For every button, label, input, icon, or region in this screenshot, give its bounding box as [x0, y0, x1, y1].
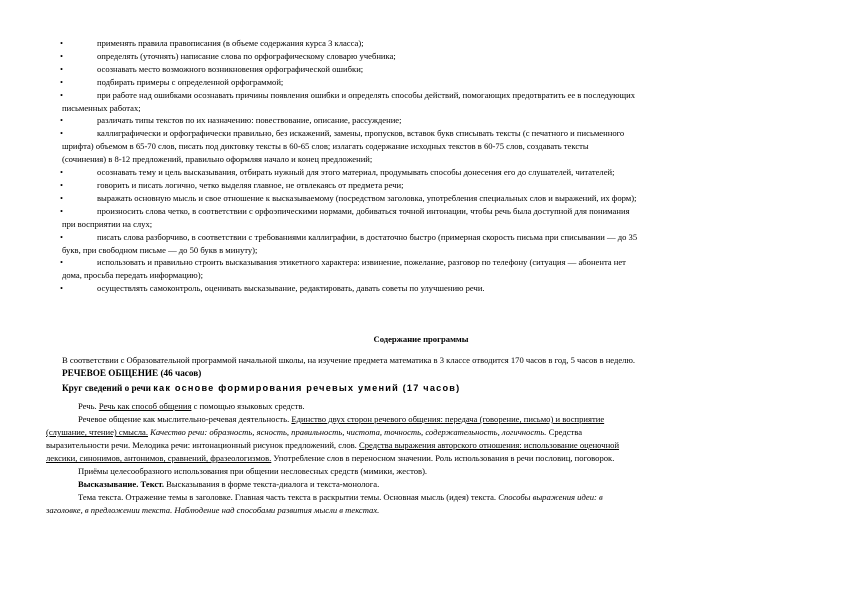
requirements-list — [62, 37, 782, 295]
text-run: Речь. — [78, 401, 99, 411]
list-item — [62, 179, 782, 192]
list-item-text: произносить слова четко, в соответствии с орфоэпическими нормами, добиваться точной интонации, чтобы речь была доступной для понимания — [97, 205, 630, 216]
section-title: Содержание программы — [373, 334, 469, 344]
list-item-text: выражать основную мысль и свое отношение к высказываемому (посредством заголовка, употребления специальных слов и выражений, их форм); — [97, 192, 637, 203]
list-item-continuation: дома, просьба передать информацию); — [62, 270, 203, 281]
list-item-text: подбирать примеры с определенной орфограммой; — [97, 76, 284, 87]
list-item-text: определять (уточнять) написание слова по орфографическому словарю учебника; — [97, 50, 396, 61]
list-item-text: осознавать тему и цель высказывания, отбирать нужный для этого материал, продумывать способы донесения его до слушателей, читателей; — [97, 167, 615, 178]
paragraph — [46, 413, 794, 465]
text-run: Высказывания в форме текста-диалога и текста-монолога. — [163, 479, 380, 489]
list-item-text: писать слова разборчиво, в соответствии с требованиями каллиграфии, в достаточно быстро (примерная скорость письма при списывании — до 35 — [97, 231, 638, 242]
bullet-icon: • — [60, 128, 64, 139]
bullet-icon: • — [60, 205, 64, 216]
heading-speech-communication: РЕЧЕВОЕ ОБЩЕНИЕ (46 часов) — [62, 368, 202, 378]
bullet-icon: • — [60, 179, 64, 190]
list-item-text: использовать и правильно строить высказывания этикетного характера: извинение, пожелание, разговор по телефону (ситуация — абонента нет — [97, 257, 626, 268]
list-item — [62, 166, 782, 179]
list-item-text: применять правила правописания (в объеме содержания курса 3 класса); — [97, 38, 364, 48]
text-run: лексики, синонимов, антонимов, сравнений, фразеологизмов. — [46, 453, 272, 463]
bullet-icon: • — [60, 231, 64, 242]
text-run: Качество речи: образность, ясность, правильность, чистота, точность, содержательность, логичность. — [148, 427, 547, 437]
list-item — [62, 37, 782, 50]
list-item-continuation: шрифта) объемом в 65-70 слов, писать под диктовку тексты в 60-65 слов; излагать содержание исходных текстов в 60-75 слов, создавать тексты — [62, 141, 589, 152]
text-run: Единство двух сторон речевого общения: передача (говорение, письмо) и восприятие — [291, 414, 605, 424]
bullet-icon: • — [60, 192, 64, 203]
list-item-continuation: письменных работах; — [62, 102, 141, 113]
subheading-part: Круг сведений о речи — [62, 383, 154, 393]
text-run: Тема текста. Отражение темы в заголовке. Главная часть текста в раскрытии темы. Основная мысль (идея) текста. — [78, 492, 499, 502]
program-content — [46, 400, 794, 517]
list-item-text: при работе над ошибками осознавать причины появления ошибки и определять способы действий, помогающих предотвратить ее в последующих — [97, 89, 636, 100]
list-item — [62, 114, 782, 127]
list-item — [62, 192, 782, 205]
intro-paragraph: В соответствии с Образовательной программой начальной школы, на изучение предмета математика в 3 классе отводится 170 часов в год, 5 часов в неделю. — [62, 355, 636, 365]
bullet-icon: • — [60, 115, 64, 126]
list-item — [62, 282, 782, 295]
text-run: Речевое общение как мыслительно-речевая деятельность. — [78, 414, 292, 424]
text-run: (слушание, чтение) смысла. — [46, 427, 149, 437]
bullet-icon: • — [60, 63, 64, 74]
list-item — [62, 205, 782, 231]
list-item — [62, 256, 782, 282]
text-run: выразительности речи. Мелодика речи: интонационный рисунок предложений, слов. — [46, 440, 359, 450]
list-item — [62, 50, 782, 63]
list-item — [62, 63, 782, 76]
list-item-text: осуществлять самоконтроль, оценивать высказывание, редактировать, давать советы по улучшению речи. — [97, 283, 485, 294]
subheading — [62, 383, 460, 393]
text-run: Речь как способ общения — [98, 401, 192, 411]
list-item — [62, 127, 782, 166]
bullet-icon: • — [60, 167, 64, 178]
bullet-icon: • — [60, 76, 64, 87]
list-item-text: говорить и писать логично, четко выделяя главное, не отвлекаясь от предмета речи; — [97, 179, 404, 190]
text-run: Средства — [546, 427, 583, 437]
bullet-icon: • — [60, 38, 64, 48]
list-item-continuation: (сочинения) в 8-12 предложений, правильно оформляя начало и конец предложений; — [62, 154, 373, 165]
bullet-icon: • — [60, 257, 64, 268]
list-item — [62, 231, 782, 257]
list-item-continuation: при восприятии на слух; — [62, 218, 153, 229]
paragraph — [62, 465, 794, 478]
list-item-text: различать типы текстов по их назначению: повествование, описание, рассуждение; — [97, 115, 402, 126]
text-run: с помощью языковых средств. — [191, 401, 305, 411]
paragraph — [46, 491, 794, 517]
list-item — [62, 89, 782, 115]
text-run: Высказывание. Текст. — [78, 479, 164, 489]
list-item-continuation: букв, при свободном письме — до 50 букв в минуту); — [62, 244, 258, 255]
bullet-icon: • — [60, 89, 64, 100]
text-run: Употребление слов в переносном значении. Роль использования в речи пословиц, поговорок. — [271, 453, 615, 463]
bullet-icon: • — [60, 50, 64, 61]
list-item-text: каллиграфически и орфографически правильно, без искажений, замены, пропусков, вставок букв списывать тексты (с печатного и письменного — [97, 128, 625, 139]
text-run: заголовке, в предложении текста. Наблюдение над способами развития мысли в текстах. — [46, 505, 380, 515]
list-item — [62, 76, 782, 89]
paragraph — [62, 478, 794, 491]
paragraph — [62, 400, 794, 413]
text-run: Средства выражения авторского отношения: использование оценочной — [358, 440, 620, 450]
text-run: Способы выражения идеи: в — [498, 492, 603, 502]
list-item-text: осознавать место возможного возникновения орфографической ошибки; — [97, 63, 364, 74]
subheading-part: как основе формирования речевых умений (17 часов) — [153, 383, 461, 393]
bullet-icon: • — [60, 283, 64, 294]
text-run: Приёмы целесообразного использования при общении несловесных средств (мимики, жестов). — [78, 466, 428, 476]
